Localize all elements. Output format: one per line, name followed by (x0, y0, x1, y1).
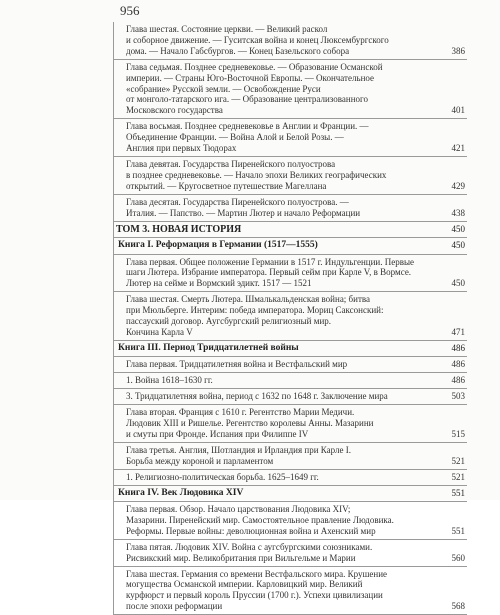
toc-page-ref: 521 (451, 455, 465, 466)
toc-entry-book3-section-3 (114, 389, 467, 405)
toc-entry-line: Глава шестая. Смерть Лютера. Шмалькальденская война; битва (126, 294, 371, 305)
toc-entry-line: при Мюльберге. Интерим: победа императора. Мориц Саксонский: (126, 305, 384, 316)
toc-entry-line: от монголо-татарского ига. — Образование централизованного (126, 94, 368, 105)
toc-entry-line: 1. Война 1618–1630 гг. (126, 375, 213, 386)
toc-entry-line: 1. Религиозно-политическая борьба. 1625–1649 гг. (126, 471, 319, 482)
toc-page-ref: 515 (451, 428, 465, 439)
toc-page-ref: 521 (451, 471, 465, 482)
toc-entry-chapter-9-vol2 (114, 157, 467, 195)
toc-page-ref: 551 (451, 487, 465, 498)
toc-entry-line: после эпохи реформации (126, 601, 223, 612)
toc-entry-line: Глава седьмая. Позднее средневековье. — Образование Османской (126, 61, 383, 72)
toc-entry-line: Глава шестая. Состояние церкви. — Великий раскол (126, 24, 328, 34)
toc-entry-line: Глава первая. Общее положение Германии в 1517 г. Индульгенции. Первые (126, 256, 414, 267)
toc-entry-line: Глава вторая. Франция с 1610 г. Регентство Марии Медичи. (126, 407, 355, 418)
toc-heading-title: Книга III. Период Тридцатилетней войны (118, 342, 299, 353)
toc-entry-book4-chapter-1 (114, 502, 467, 540)
toc-entry-line: и соборное движение. — Гуситская война и конец Люксембургского (126, 34, 389, 45)
toc-entry-line: Людовик XIII и Ришелье. Регентство королевы Анны. Мазарини (126, 417, 374, 428)
toc-page-ref: 568 (451, 601, 465, 612)
toc-entry-line: шаги Лютера. Избрание императора. Первый сейм при Карле V, в Вормсе. (126, 267, 412, 278)
toc-entry-line: «собрание» Русской земли. — Освобождение Руси (126, 83, 321, 94)
toc-heading-volume-3-heading (114, 222, 467, 239)
toc-entry-line: Глава восьмая. Позднее средневековье в Англии и Франции. — (126, 121, 369, 132)
toc-page-ref: 551 (451, 525, 465, 536)
toc-heading-book-3-heading (114, 341, 467, 358)
toc-entry-line: Борьба между короной и парламентом (126, 455, 274, 466)
toc-page-ref: 486 (451, 342, 465, 353)
toc-entry-line: Глава первая. Тридцатилетняя война и Вестфальский мир (126, 359, 348, 370)
toc-heading-title: Книга I. Реформация в Германии (1517—1555) (118, 240, 318, 250)
toc-entry-line: Глава пятая. Людовик XIV. Война с аугсбургскими союзниками. (126, 541, 373, 552)
toc-heading-title: Книга IV. Век Людовика XIV (118, 487, 244, 498)
toc-entry-chapter-6-vol2 (114, 22, 467, 60)
toc-entry-line: Италия. — Папство. — Мартин Лютер и начало Реформации (126, 207, 361, 218)
toc-page-ref: 429 (451, 180, 465, 191)
toc-page-ref: 450 (451, 223, 465, 234)
toc-page-ref: 438 (451, 207, 465, 218)
toc-entry-chapter-8-vol2 (114, 119, 467, 157)
toc-entry-book1-chapter-1 (114, 255, 467, 293)
toc-entry-line: Глава третья. Англия, Шотландия и Ирландия при Карле I. (126, 444, 352, 455)
page-number: 956 (120, 3, 140, 18)
toc-page-ref: 450 (451, 240, 465, 250)
toc-entry-book1-chapter-6 (114, 292, 467, 341)
toc-entry-line: Глава первая. Обзор. Начало царствования Людовика XIV; (126, 504, 351, 514)
toc-entry-line: в позднее средневековье. — Начало эпохи Великих географических (126, 169, 387, 180)
toc-entry-book3-chapter-1 (114, 357, 467, 373)
toc-entry-line: дома. — Начало Габсбургов. — Конец Базельского собора (126, 45, 350, 56)
toc-heading-book-1-heading (114, 238, 467, 255)
toc-entry-line: и смуты при Фронде. Испания при Филиппе IV (126, 428, 309, 439)
toc-entry-line: Рисвикский мир. Великобритания при Вильгельме и Марии (126, 552, 356, 563)
toc-page-ref: 401 (451, 105, 465, 116)
toc-entry-line: Московского государства (126, 105, 223, 116)
toc-entry-line: курфюрст и первый король Пруссии (1700 г.). Успехи цивилизации (126, 590, 383, 601)
toc-entry-chapter-7-vol2 (114, 60, 467, 120)
toc-entry-line: Глава шестая. Германия со времени Вестфальского мира. Крушение (126, 568, 388, 579)
toc-entry-line: открытий. — Кругосветное путешествие Магеллана (126, 180, 327, 191)
toc-entry-line: Мазарини. Пиренейский мир. Самостоятельное правление Людовика. (126, 514, 394, 525)
toc-page-ref: 486 (451, 375, 465, 386)
table-of-contents (113, 22, 467, 615)
toc-entry-book3-section-1 (114, 373, 467, 389)
toc-page-ref: 471 (451, 326, 465, 337)
toc-heading-title: ТОМ 3. НОВАЯ ИСТОРИЯ (116, 223, 242, 235)
toc-entry-line: Глава девятая. Государства Пиренейского полуострова (126, 158, 336, 169)
toc-entry-line: могущества Османской империи. Карловицкий мир. Великий (126, 579, 363, 590)
toc-entry-book3-chapter-2 (114, 405, 467, 443)
toc-page-ref: 560 (451, 552, 465, 563)
toc-entry-book3-chapter-3 (114, 443, 467, 470)
toc-entry-book4-chapter-5 (114, 540, 467, 567)
toc-entry-line: Кончина Карла V (126, 326, 193, 337)
toc-page-ref: 450 (451, 278, 465, 289)
toc-entry-line: Объединение Франции. — Война Алой и Белой Розы. — (126, 132, 344, 143)
toc-entry-line: пассауский договор. Аугсбургский религиозный мир. (126, 316, 332, 327)
toc-entry-line: Лютер на сейме и Вормский эдикт. 1517 — 1521 (126, 278, 312, 289)
toc-entry-line: Глава десятая. Государства Пиренейского полуострова. — (126, 196, 349, 207)
toc-entry-line: Реформы. Первые войны: деволюционная война и Ахенский мир (126, 525, 376, 536)
toc-page-ref: 486 (451, 359, 465, 370)
toc-entry-book4-chapter-6 (114, 567, 467, 615)
toc-entry-line: 3. Тридцатилетняя война, период с 1632 по 1648 г. Заключение мира (126, 391, 388, 402)
toc-entry-line: империи. — Страны Юго-Восточной Европы. — Окончательное (126, 72, 374, 83)
toc-entry-chapter-10-vol2 (114, 195, 467, 222)
toc-page-ref: 386 (451, 45, 465, 56)
toc-entry-line: Англия при первых Тюдорах (126, 143, 237, 154)
toc-page-ref: 421 (451, 143, 465, 154)
toc-entry-book3-section-religious (114, 470, 467, 486)
toc-page-ref: 503 (451, 391, 465, 402)
